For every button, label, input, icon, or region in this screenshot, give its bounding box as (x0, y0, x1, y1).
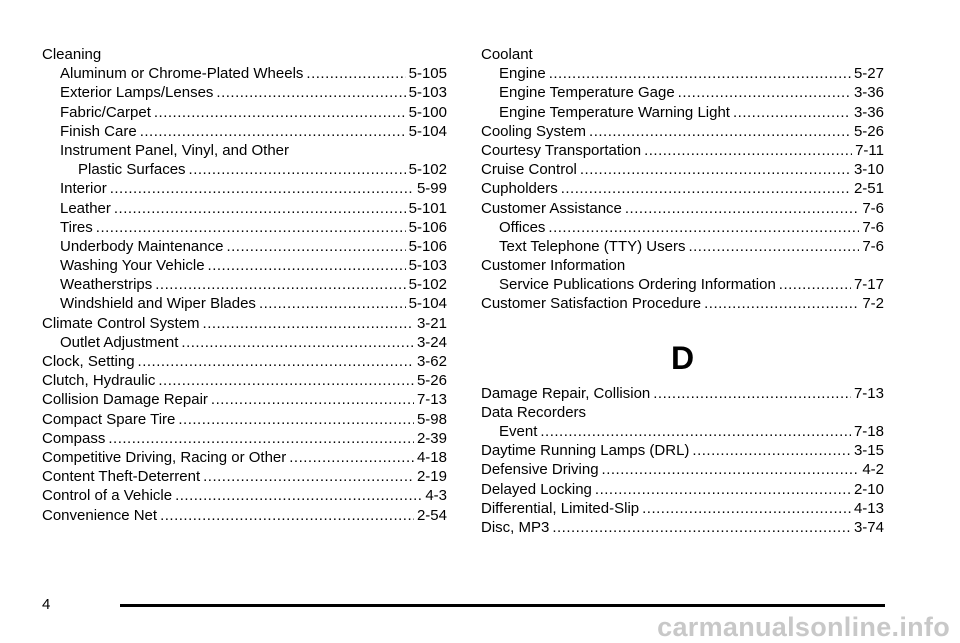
index-entry (481, 122, 884, 141)
dot-leader (160, 506, 414, 525)
dot-leader (181, 333, 414, 352)
index-entry-page: 3-36 (853, 84, 884, 102)
index-entry-page: 5-102 (408, 161, 447, 179)
index-entry (481, 199, 884, 218)
index-group-c-continued (481, 45, 884, 314)
index-entry-page: 7-11 (855, 141, 884, 159)
dot-leader (642, 499, 851, 518)
index-entry (42, 467, 447, 486)
index-entry (42, 256, 447, 275)
index-entry-page: 3-36 (853, 103, 884, 121)
index-entry-page: 4-2 (862, 461, 884, 479)
index-entry-page: 5-103 (408, 84, 447, 102)
index-entry (481, 83, 884, 102)
index-entry-page: 5-101 (408, 199, 447, 217)
dot-leader (110, 179, 414, 198)
index-entry (481, 179, 884, 198)
index-entry-term: Cleaning (42, 46, 102, 63)
index-entry (481, 141, 884, 160)
index-entry-term: Washing Your Vehicle (60, 257, 205, 275)
dot-leader (306, 64, 405, 83)
index-entry-term: Climate Control System (42, 314, 200, 332)
index-entry (42, 45, 447, 64)
index-entry-term: Data Recorders (481, 403, 587, 421)
dot-leader (108, 429, 414, 448)
index-entry-term: Collision Damage Repair (42, 391, 208, 409)
dot-leader (595, 480, 851, 499)
index-entry-term: Cruise Control (481, 161, 577, 179)
index-entry-page: 3-62 (416, 353, 447, 370)
index-entry-term: Daytime Running Lamps (DRL) (481, 442, 690, 460)
dot-leader (158, 371, 414, 390)
index-entry (42, 122, 447, 141)
index-entry (481, 45, 884, 64)
index-entry (42, 199, 447, 218)
dot-leader (203, 467, 414, 486)
index-entry-page: 5-102 (408, 276, 447, 294)
dot-leader (733, 103, 851, 122)
index-entry (42, 64, 447, 83)
index-entry-page: 2-54 (416, 506, 447, 524)
index-entry-term: Customer Information (481, 257, 626, 275)
index-entry-page: 5-98 (416, 410, 447, 428)
index-entry (42, 371, 447, 390)
index-entry (42, 294, 447, 313)
index-entry (42, 506, 447, 525)
index-entry (481, 275, 884, 294)
index-entry-term: Cupholders (481, 180, 558, 198)
index-entry-term: Disc, MP3 (481, 518, 550, 536)
index-entry-page: 7-6 (862, 237, 884, 255)
index-entry-term: Engine Temperature Warning Light (499, 103, 730, 121)
dot-leader (540, 422, 851, 441)
index-entry-page: 7-13 (416, 391, 447, 409)
index-entry (42, 429, 447, 448)
index-entry-term: Cooling System (481, 122, 587, 140)
index-entry-term: Underbody Maintenance (60, 237, 224, 255)
index-entry-term: Fabric/Carpet (60, 103, 151, 121)
index-column-right (481, 45, 884, 537)
index-entry (42, 352, 447, 371)
index-entry-page: 5-103 (408, 257, 447, 275)
index-entry-term: Engine Temperature Gage (499, 84, 675, 102)
index-entry-page: 5-104 (408, 295, 447, 313)
index-entry (42, 141, 447, 160)
index-entry (481, 160, 884, 179)
index-entry-page: 5-106 (408, 218, 447, 236)
dot-leader (289, 448, 414, 467)
index-entry (481, 103, 884, 122)
index-entry (481, 218, 884, 237)
dot-leader (552, 518, 851, 537)
index-entry-page: 7-2 (862, 295, 884, 313)
dot-leader (189, 160, 406, 179)
index-entry-page: 4-3 (425, 487, 447, 505)
index-entry-page: 5-27 (853, 65, 884, 83)
index-entry (42, 448, 447, 467)
dot-leader (580, 160, 851, 179)
dot-leader (154, 103, 406, 122)
index-entry-page: 3-21 (416, 314, 447, 332)
index-entry-term: Content Theft-Deterrent (42, 468, 201, 486)
dot-leader (114, 199, 406, 218)
index-entry-page: 3-24 (416, 333, 447, 351)
dot-leader (602, 460, 860, 479)
dot-leader (140, 122, 406, 141)
index-entry-term: Control of a Vehicle (42, 487, 173, 505)
dot-leader (208, 256, 406, 275)
dot-leader (175, 486, 422, 505)
index-entry-page: 2-10 (853, 480, 884, 498)
index-entry (481, 64, 884, 83)
footer-rule (120, 604, 885, 607)
dot-leader (216, 83, 405, 102)
index-entry (42, 83, 447, 102)
index-entry (481, 441, 884, 460)
section-letter-d: D (670, 339, 695, 376)
index-entry (481, 294, 884, 313)
dot-leader (203, 314, 414, 333)
index-entry-term: Plastic Surfaces (78, 161, 186, 179)
dot-leader (96, 218, 406, 237)
index-entry-page: 5-105 (408, 65, 447, 83)
index-entry-page: 3-74 (853, 518, 884, 536)
index-entry (42, 103, 447, 122)
dot-leader (779, 275, 851, 294)
index-entry-term: Exterior Lamps/Lenses (60, 84, 214, 102)
index-entry-page: 5-106 (408, 237, 447, 255)
index-entry (42, 410, 447, 429)
index-entry-term: Convenience Net (42, 506, 158, 524)
index-entry-term: Aluminum or Chrome-Plated Wheels (60, 65, 304, 83)
index-entry (481, 422, 884, 441)
index-entry (481, 384, 884, 403)
index-entry-term: Outlet Adjustment (60, 333, 179, 351)
index-entry (481, 237, 884, 256)
index-entry-term: Customer Satisfaction Procedure (481, 295, 702, 313)
index-entry-term: Damage Repair, Collision (481, 384, 651, 402)
index-entry-term: Tires (60, 218, 93, 236)
index-entry-page: 4-13 (853, 499, 884, 517)
index-entry-page: 5-99 (416, 180, 447, 198)
index-entry-term: Customer Assistance (481, 199, 622, 217)
index-entry-page: 7-17 (853, 276, 884, 294)
index-entry-term: Clutch, Hydraulic (42, 372, 156, 390)
dot-leader (653, 384, 851, 403)
index-entry-term: Text Telephone (TTY) Users (499, 237, 686, 255)
watermark-text: carmanualsonline.info (657, 612, 950, 642)
index-entry-page: 3-10 (853, 161, 884, 179)
index-entry (42, 237, 447, 256)
dot-leader (549, 64, 851, 83)
index-entry-page: 2-51 (853, 180, 884, 198)
index-entry-page: 5-100 (408, 103, 447, 121)
index-entry-term: Engine (499, 65, 546, 83)
dot-leader (155, 275, 405, 294)
dot-leader (704, 294, 859, 313)
dot-leader (138, 352, 414, 371)
index-entry (42, 179, 447, 198)
index-entry (42, 218, 447, 237)
index-entry (481, 518, 884, 537)
index-entry-page: 5-104 (408, 122, 447, 140)
index-entry (42, 160, 447, 179)
dot-leader (561, 179, 851, 198)
index-entry-term: Finish Care (60, 122, 137, 140)
index-entry-term: Leather (60, 199, 111, 217)
index-entry-page: 5-26 (416, 372, 447, 390)
index-entry-term: Compact Spare Tire (42, 410, 176, 428)
index-entry-page: 2-39 (416, 429, 447, 447)
index-entry-term: Windshield and Wiper Blades (60, 295, 256, 313)
dot-leader (688, 237, 859, 256)
index-entry-page: 7-6 (862, 199, 884, 217)
index-entry (481, 403, 884, 422)
index-entry-page: 7-13 (853, 384, 884, 402)
index-entry (42, 390, 447, 409)
dot-leader (178, 410, 414, 429)
index-entry (481, 480, 884, 499)
dot-leader (211, 390, 414, 409)
index-entry (42, 275, 447, 294)
index-group-d (481, 384, 884, 538)
index-column-left (42, 45, 447, 525)
page-number: 4 (42, 596, 51, 613)
index-entry-term: Event (499, 423, 538, 440)
index-entry-term: Differential, Limited-Slip (481, 499, 640, 517)
index-entry (42, 314, 447, 333)
dot-leader (692, 441, 851, 460)
index-entry-page: 5-26 (853, 122, 884, 140)
index-entry (481, 460, 884, 479)
index-entry (481, 256, 884, 275)
index-entry (42, 486, 447, 505)
index-entry-term: Clock, Setting (42, 353, 135, 370)
index-entry-page: 7-6 (862, 218, 884, 236)
dot-leader (644, 141, 852, 160)
index-entry-term: Compass (42, 429, 106, 447)
index-entry-term: Offices (499, 218, 546, 236)
index-entry-term: Defensive Driving (481, 461, 599, 479)
index-entry-term: Weatherstrips (60, 276, 153, 294)
index-entry-term: Service Publications Ordering Information (499, 276, 776, 294)
index-entry-term: Delayed Locking (481, 480, 592, 498)
dot-leader (625, 199, 859, 218)
index-entry-page: 4-18 (416, 448, 447, 466)
dot-leader (259, 294, 406, 313)
index-entry-page: 3-15 (853, 442, 884, 460)
dot-leader (226, 237, 405, 256)
dot-leader (589, 122, 851, 141)
index-entry-term: Instrument Panel, Vinyl, and Other (60, 141, 290, 159)
dot-leader (678, 83, 851, 102)
index-entry-term: Coolant (481, 46, 533, 63)
index-entry-page: 2-19 (416, 468, 447, 486)
dot-leader (548, 218, 859, 237)
index-entry-term: Competitive Driving, Racing or Other (42, 448, 287, 466)
index-entry (42, 333, 447, 352)
index-entry (481, 499, 884, 518)
index-entry-page: 7-18 (853, 423, 884, 440)
index-entry-term: Courtesy Transportation (481, 141, 642, 159)
index-entry-term: Interior (60, 180, 107, 198)
